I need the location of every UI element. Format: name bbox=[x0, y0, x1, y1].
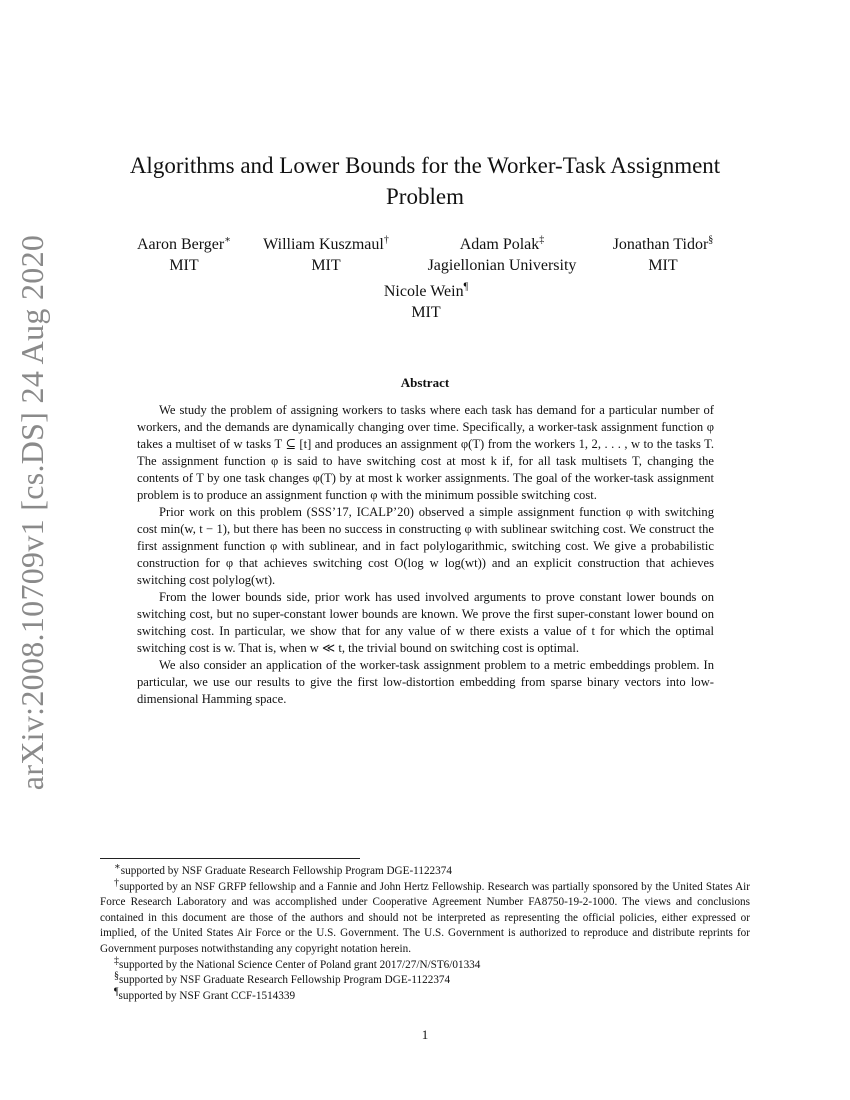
footnote: †supported by an NSF GRFP fellowship and a Fannie and John Hertz Fellowship. Research was partially sponsored by the United States Air Force Research Laboratory and was accomplished under Cooperative Agreement Number FA8750-19-2-1000. The views and conclusions contained in this document are those of the authors and should not be interpreted as representing the official policies, either expressed or implied, of the United States Air Force or the U.S. Government. The U.S. Government is authorized to reproduce and distribute reprints for Government purposes notwithstanding any copyright notation herein. bbox=[100, 876, 750, 955]
abstract-body bbox=[137, 402, 714, 708]
footnote: ¶supported by NSF Grant CCF-1514339 bbox=[114, 986, 296, 1002]
arxiv-identifier-text: arXiv:2008.10709v1 [cs.DS] 24 Aug 2020 bbox=[14, 234, 51, 790]
arxiv-identifier-stamp bbox=[8, 234, 58, 790]
author-block bbox=[226, 234, 426, 276]
author-affiliation: Jagiellonian University bbox=[427, 257, 577, 274]
author-name: Adam Polak‡ bbox=[459, 234, 545, 253]
author-affiliation: MIT bbox=[169, 257, 199, 274]
author-block bbox=[563, 234, 763, 276]
footnote: §supported by NSF Graduate Research Fellowship Program DGE-1122374 bbox=[114, 970, 451, 987]
author-affiliation: MIT bbox=[648, 257, 678, 274]
footnotes bbox=[100, 861, 750, 1004]
page-number: 1 bbox=[421, 1027, 429, 1042]
abstract-heading: Abstract bbox=[400, 375, 450, 390]
author-name: Aaron Berger∗ bbox=[136, 234, 232, 253]
abstract-paragraph: We study the problem of assigning workers to tasks where each task has demand for a particular number of workers, and the demands are dynamically changing over time. Specifically, a worker-task assignment function φ takes a multiset of w tasks T ⊆ [t] and produces an assignment φ(T) from the workers 1, 2, . . . , w to the tasks T. The assignment function φ is said to have switching cost at most k if, for all task multisets T, changing the contents of T by one task changes φ(T) by at most k worker assignments. The goal of the worker-task assignment problem is to produce an assignment function φ with the minimum possible switching cost. bbox=[137, 403, 714, 502]
footnote: ‡supported by the National Science Center of Poland grant 2017/27/N/ST6/01334 bbox=[114, 954, 481, 971]
author-name: William Kuszmaul† bbox=[263, 234, 389, 253]
author-affiliation: MIT bbox=[411, 304, 441, 321]
author-name: Jonathan Tidor§ bbox=[612, 234, 714, 253]
abstract-paragraph: We also consider an application of the worker-task assignment problem to a metric embeddings problem. In particular, we use our results to give the first low-distortion embedding from sparse binary vectors into low-dimensional Hamming space. bbox=[137, 658, 714, 706]
footnote: ∗supported by NSF Graduate Research Fellowship Program DGE-1122374 bbox=[114, 861, 452, 877]
author-affiliation: MIT bbox=[311, 257, 341, 274]
footnote-divider bbox=[100, 858, 360, 859]
abstract-paragraph: Prior work on this problem (SSS’17, ICALP’20) observed a simple assignment function φ with switching cost min(w, t − 1), but there has been no success in constructing φ with sublinear switching cost. We construct the first assignment function φ with sublinear, and in fact polylogarithmic, switching cost. We give a probabilistic construction for φ that achieves switching cost O(log w log(wt)) and an explicit construction that achieves switching cost polylog(wt). bbox=[137, 505, 714, 587]
author-name: Nicole Wein¶ bbox=[383, 281, 469, 300]
paper-title: Algorithms and Lower Bounds for the Worker-Task Assignment Problem bbox=[129, 153, 721, 209]
author-block bbox=[326, 281, 526, 323]
abstract-paragraph: From the lower bounds side, prior work has used involved arguments to prove constant lower bounds on switching cost, but no super-constant lower bounds are known. We prove the first super-constant lower bound on switching cost. In particular, we show that for any value of w there exists a value of t for which the optimal switching cost is w. That is, when w ≪ t, the trivial bound on switching cost is optimal. bbox=[137, 590, 714, 655]
